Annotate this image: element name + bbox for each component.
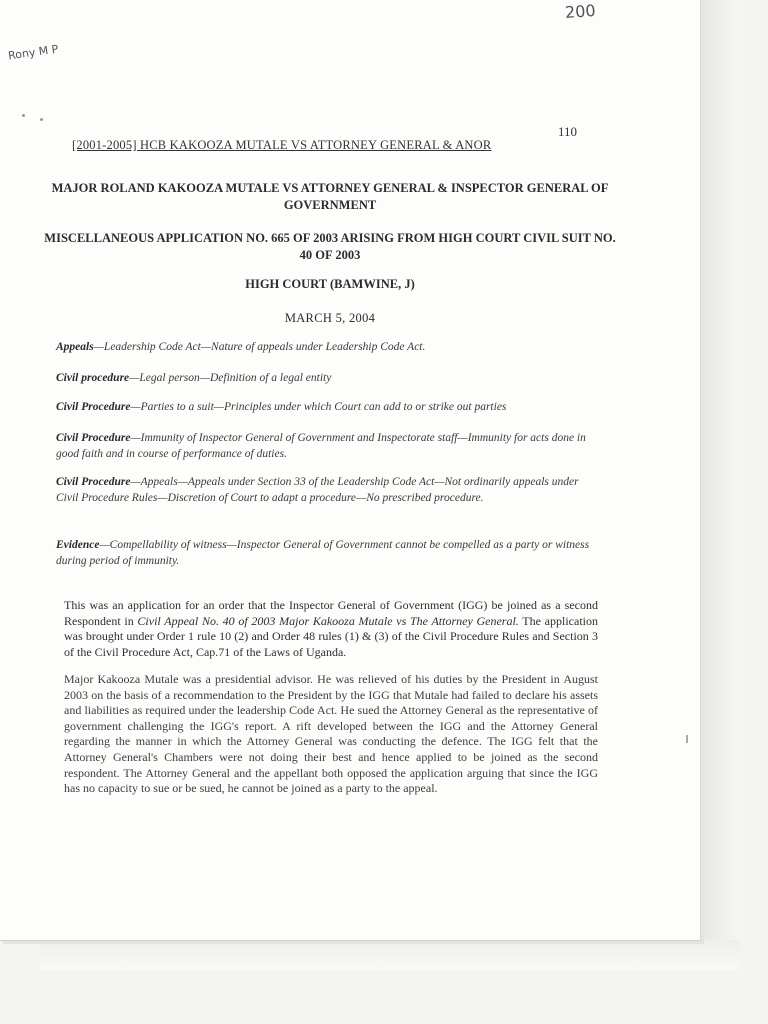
page-edge <box>700 0 740 945</box>
handwritten-page-stamp: 200 <box>564 0 597 23</box>
catchword-item <box>56 339 602 355</box>
page-bottom-edge <box>40 940 740 970</box>
scan-mark <box>686 735 688 743</box>
case-application: MISCELLANEOUS APPLICATION NO. 665 OF 2003 ARISING FROM HIGH COURT CIVIL SUIT NO. 40 OF 2003 <box>44 231 616 262</box>
catchword-item <box>56 370 602 386</box>
paragraph-text: The application was brought under Order 1 rule 10 (2) and Order 48 rules (1) & (3) of the Civil Procedure Rules and Section 3 of the Civil Procedure Act, Cap.71 of the Laws of Uganda. <box>64 613 598 659</box>
catchword-heading: Civil Procedure <box>56 401 131 413</box>
catchword-item <box>56 430 602 462</box>
case-citation: Civil Appeal No. 40 of 2003 Major Kakooza Mutale vs The Attorney General. <box>137 613 519 628</box>
catchword-text: —Legal person—Definition of a legal entity <box>129 372 332 384</box>
catchword-item <box>56 399 602 415</box>
catchword-text: —Compellability of witness—Inspector General of Government cannot be compelled as a party or witness during period of immunity. <box>56 539 590 567</box>
catchword-heading: Civil procedure <box>56 372 130 384</box>
scan-speck <box>22 114 25 117</box>
catchword-heading: Civil Procedure <box>56 476 131 488</box>
catchword-text: —Immunity of Inspector General of Government and Inspectorate staff—Immunity for acts done in good faith and in course of performance of duties. <box>56 432 586 460</box>
catchword-heading: Evidence <box>56 539 100 551</box>
catchword-heading: Appeals <box>56 341 94 353</box>
headnote-paragraph <box>64 598 598 660</box>
catchword-text: —Leadership Code Act—Nature of appeals under Leadership Code Act. <box>93 341 426 353</box>
scan-speck <box>40 118 43 121</box>
court-and-judge: HIGH COURT (BAMWINE, J) <box>245 277 415 291</box>
catchword-heading: Civil Procedure <box>56 432 131 444</box>
judgment-date: MARCH 5, 2004 <box>284 311 376 325</box>
case-parties: MAJOR ROLAND KAKOOZA MUTALE VS ATTORNEY GENERAL & INSPECTOR GENERAL OF GOVERNMENT <box>51 181 609 212</box>
running-head: [2001-2005] HCB KAKOOZA MUTALE VS ATTORNEY GENERAL & ANOR <box>72 138 492 152</box>
handwritten-note: Rony M P <box>7 42 60 63</box>
paragraph-text: This was an application for an order that the Inspector General of Government (IGG) be joined as a second Respondent in <box>64 598 598 628</box>
catchword-item <box>56 474 602 506</box>
facts-paragraph: Major Kakooza Mutale was a presidential advisor. He was relieved of his duties by the President in August 2003 on the basis of a recommendation to the President by the IGG that Mutale had failed to declare his assets and liabilities as required under the leadership Code Act. He sued the Attorney General as the representative of government challenging the IGG's report. A rift developed between the IGG and the Attorney General regarding the manner in which the Attorney General was conducting the defence. The IGG felt that the Attorney General's Chambers were not doing their best and hence applied to be joined as the second respondent. The Attorney General and the appellant both opposed the application arguing that since the IGG has no capacity to sue or be sued, he cannot be joined as a party to the appeal. <box>64 672 598 796</box>
catchword-text: —Parties to a suit—Principles under which Court can add to or strike out parties <box>130 401 507 413</box>
catchword-text: —Appeals—Appeals under Section 33 of the Leadership Code Act—Not ordinarily appeals under Civil Procedure Rules—Discretion of Court to adapt a procedure—No prescribed procedure. <box>56 476 579 504</box>
page-number: 110 <box>558 124 578 139</box>
catchword-item <box>56 537 602 569</box>
